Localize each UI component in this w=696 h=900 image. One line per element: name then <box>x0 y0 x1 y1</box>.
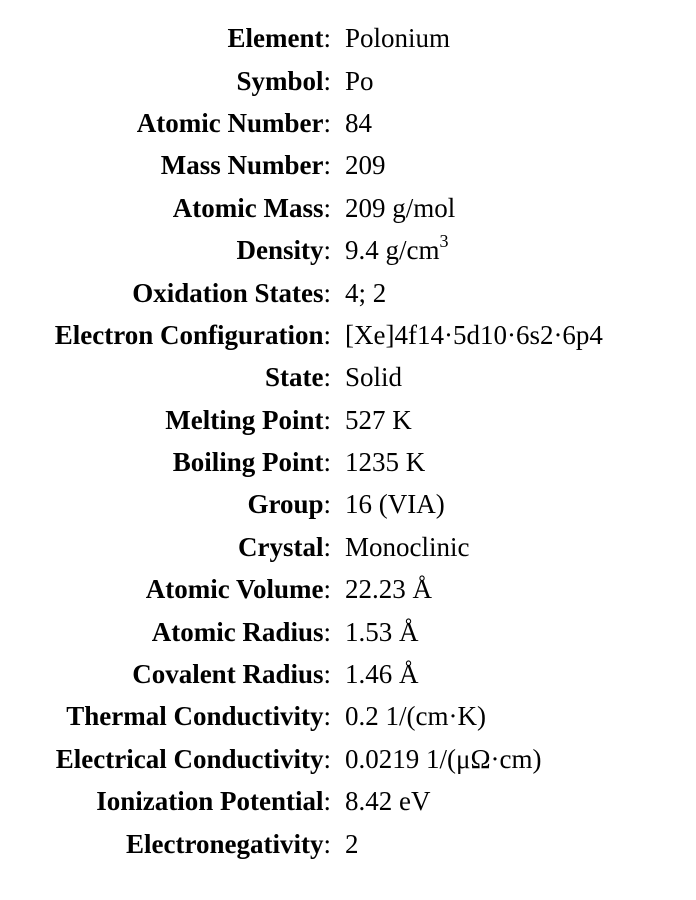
property-row-density <box>0 229 696 271</box>
property-value: 8.42 eV <box>345 786 431 817</box>
property-value: 9.4 g/cm <box>345 235 440 266</box>
property-value-cell <box>331 780 696 822</box>
property-separator: : <box>323 447 331 478</box>
property-value-cell <box>331 399 696 441</box>
property-separator: : <box>323 192 331 223</box>
property-separator: : <box>323 277 331 308</box>
property-value: 22.23 Å <box>345 574 432 605</box>
property-value: 1.53 Å <box>345 616 419 647</box>
property-label-cell <box>0 102 331 144</box>
property-separator: : <box>323 404 331 435</box>
property-value: 0.2 1/(cm·K) <box>345 701 486 732</box>
property-label: Atomic Number <box>136 107 324 138</box>
property-row-atomic-mass <box>0 187 696 229</box>
property-separator: : <box>323 828 331 859</box>
property-row-mass-number <box>0 144 696 186</box>
property-label-cell <box>0 568 331 610</box>
property-separator: : <box>323 23 331 54</box>
property-value: 209 <box>345 150 386 181</box>
property-value-cell <box>331 187 696 229</box>
property-value: 4; 2 <box>345 277 387 308</box>
property-row-electron-configuration <box>0 314 696 356</box>
property-value-cell <box>331 526 696 568</box>
property-separator: : <box>323 107 331 138</box>
property-label-cell <box>0 822 331 864</box>
property-separator: : <box>323 743 331 774</box>
property-value: Monoclinic <box>345 531 470 562</box>
property-row-electronegativity <box>0 822 696 864</box>
property-value: 16 (VIA) <box>345 489 445 520</box>
property-label-cell <box>0 144 331 186</box>
property-label-cell <box>0 314 331 356</box>
element-properties-body <box>0 17 696 865</box>
property-value: 527 K <box>345 404 412 435</box>
property-separator: : <box>323 531 331 562</box>
property-label: Group <box>247 489 324 520</box>
property-value: Polonium <box>345 23 451 54</box>
property-value-cell <box>331 144 696 186</box>
property-label: Oxidation States <box>132 277 324 308</box>
property-label-cell <box>0 229 331 271</box>
property-label-cell <box>0 526 331 568</box>
property-row-covalent-radius <box>0 653 696 695</box>
property-label: Symbol <box>236 65 324 96</box>
property-row-electrical-conductivity <box>0 738 696 780</box>
property-separator: : <box>323 489 331 520</box>
property-label: Ionization Potential <box>96 786 324 817</box>
property-label: Boiling Point <box>172 447 324 478</box>
property-label-cell <box>0 653 331 695</box>
property-value: 0.0219 1/(μΩ·cm) <box>345 743 542 774</box>
property-row-element <box>0 17 696 59</box>
property-label-cell <box>0 780 331 822</box>
property-label-cell <box>0 356 331 398</box>
property-value-cell <box>331 59 696 101</box>
property-value-cell <box>331 822 696 864</box>
property-label: Covalent Radius <box>132 659 324 690</box>
property-value-cell <box>331 441 696 483</box>
property-value-cell <box>331 17 696 59</box>
property-label: Element <box>227 23 324 54</box>
property-separator: : <box>323 362 331 393</box>
property-label-cell <box>0 738 331 780</box>
property-label: Atomic Radius <box>151 616 324 647</box>
property-value-cell <box>331 653 696 695</box>
property-label-cell <box>0 399 331 441</box>
property-value-cell <box>331 695 696 737</box>
element-properties-table <box>0 17 696 865</box>
property-label: Crystal <box>238 531 324 562</box>
property-label: Atomic Volume <box>145 574 324 605</box>
property-value-cell <box>331 356 696 398</box>
property-label-cell <box>0 59 331 101</box>
property-label: Melting Point <box>165 404 324 435</box>
property-separator: : <box>323 235 331 266</box>
property-row-state <box>0 356 696 398</box>
property-label-cell <box>0 441 331 483</box>
property-separator: : <box>323 701 331 732</box>
property-label: Electron Configuration <box>54 319 324 350</box>
property-value: 84 <box>345 107 372 138</box>
property-label: Mass Number <box>160 150 324 181</box>
property-row-atomic-volume <box>0 568 696 610</box>
property-label: Electrical Conductivity <box>55 743 324 774</box>
property-row-crystal <box>0 526 696 568</box>
property-label: Thermal Conductivity <box>66 701 324 732</box>
property-separator: : <box>323 659 331 690</box>
property-separator: : <box>323 319 331 350</box>
property-label-cell <box>0 483 331 525</box>
property-label-cell <box>0 17 331 59</box>
property-value-cell <box>331 314 696 356</box>
property-value: Solid <box>345 362 403 393</box>
property-value-cell <box>331 271 696 313</box>
property-separator: : <box>323 574 331 605</box>
property-value-cell <box>331 102 696 144</box>
property-row-melting-point <box>0 399 696 441</box>
property-row-thermal-conductivity <box>0 695 696 737</box>
property-value-cell <box>331 610 696 652</box>
property-label-cell <box>0 187 331 229</box>
property-row-ionization-potential <box>0 780 696 822</box>
property-value-cell <box>331 568 696 610</box>
property-label: Electronegativity <box>126 828 324 859</box>
property-label-cell <box>0 695 331 737</box>
property-value-cell <box>331 738 696 780</box>
property-row-atomic-number <box>0 102 696 144</box>
property-value: 2 <box>345 828 359 859</box>
property-value: 1.46 Å <box>345 659 419 690</box>
property-value: Po <box>345 65 374 96</box>
property-label: Density <box>236 235 324 266</box>
property-value: 209 g/mol <box>345 192 456 223</box>
property-row-oxidation-states <box>0 271 696 313</box>
property-label-cell <box>0 610 331 652</box>
property-value: [Xe]4f14·5d10·6s2·6p4 <box>345 319 603 350</box>
property-row-symbol <box>0 59 696 101</box>
property-value-cell <box>331 483 696 525</box>
property-separator: : <box>323 150 331 181</box>
property-label-cell <box>0 271 331 313</box>
property-separator: : <box>323 616 331 647</box>
property-value-superscript: 3 <box>439 231 449 252</box>
property-row-atomic-radius <box>0 610 696 652</box>
property-row-boiling-point <box>0 441 696 483</box>
property-row-group <box>0 483 696 525</box>
property-label: Atomic Mass <box>172 192 324 223</box>
property-separator: : <box>323 786 331 817</box>
property-label: State <box>265 362 324 393</box>
property-value-cell <box>331 229 696 271</box>
property-separator: : <box>323 65 331 96</box>
property-value: 1235 K <box>345 447 426 478</box>
